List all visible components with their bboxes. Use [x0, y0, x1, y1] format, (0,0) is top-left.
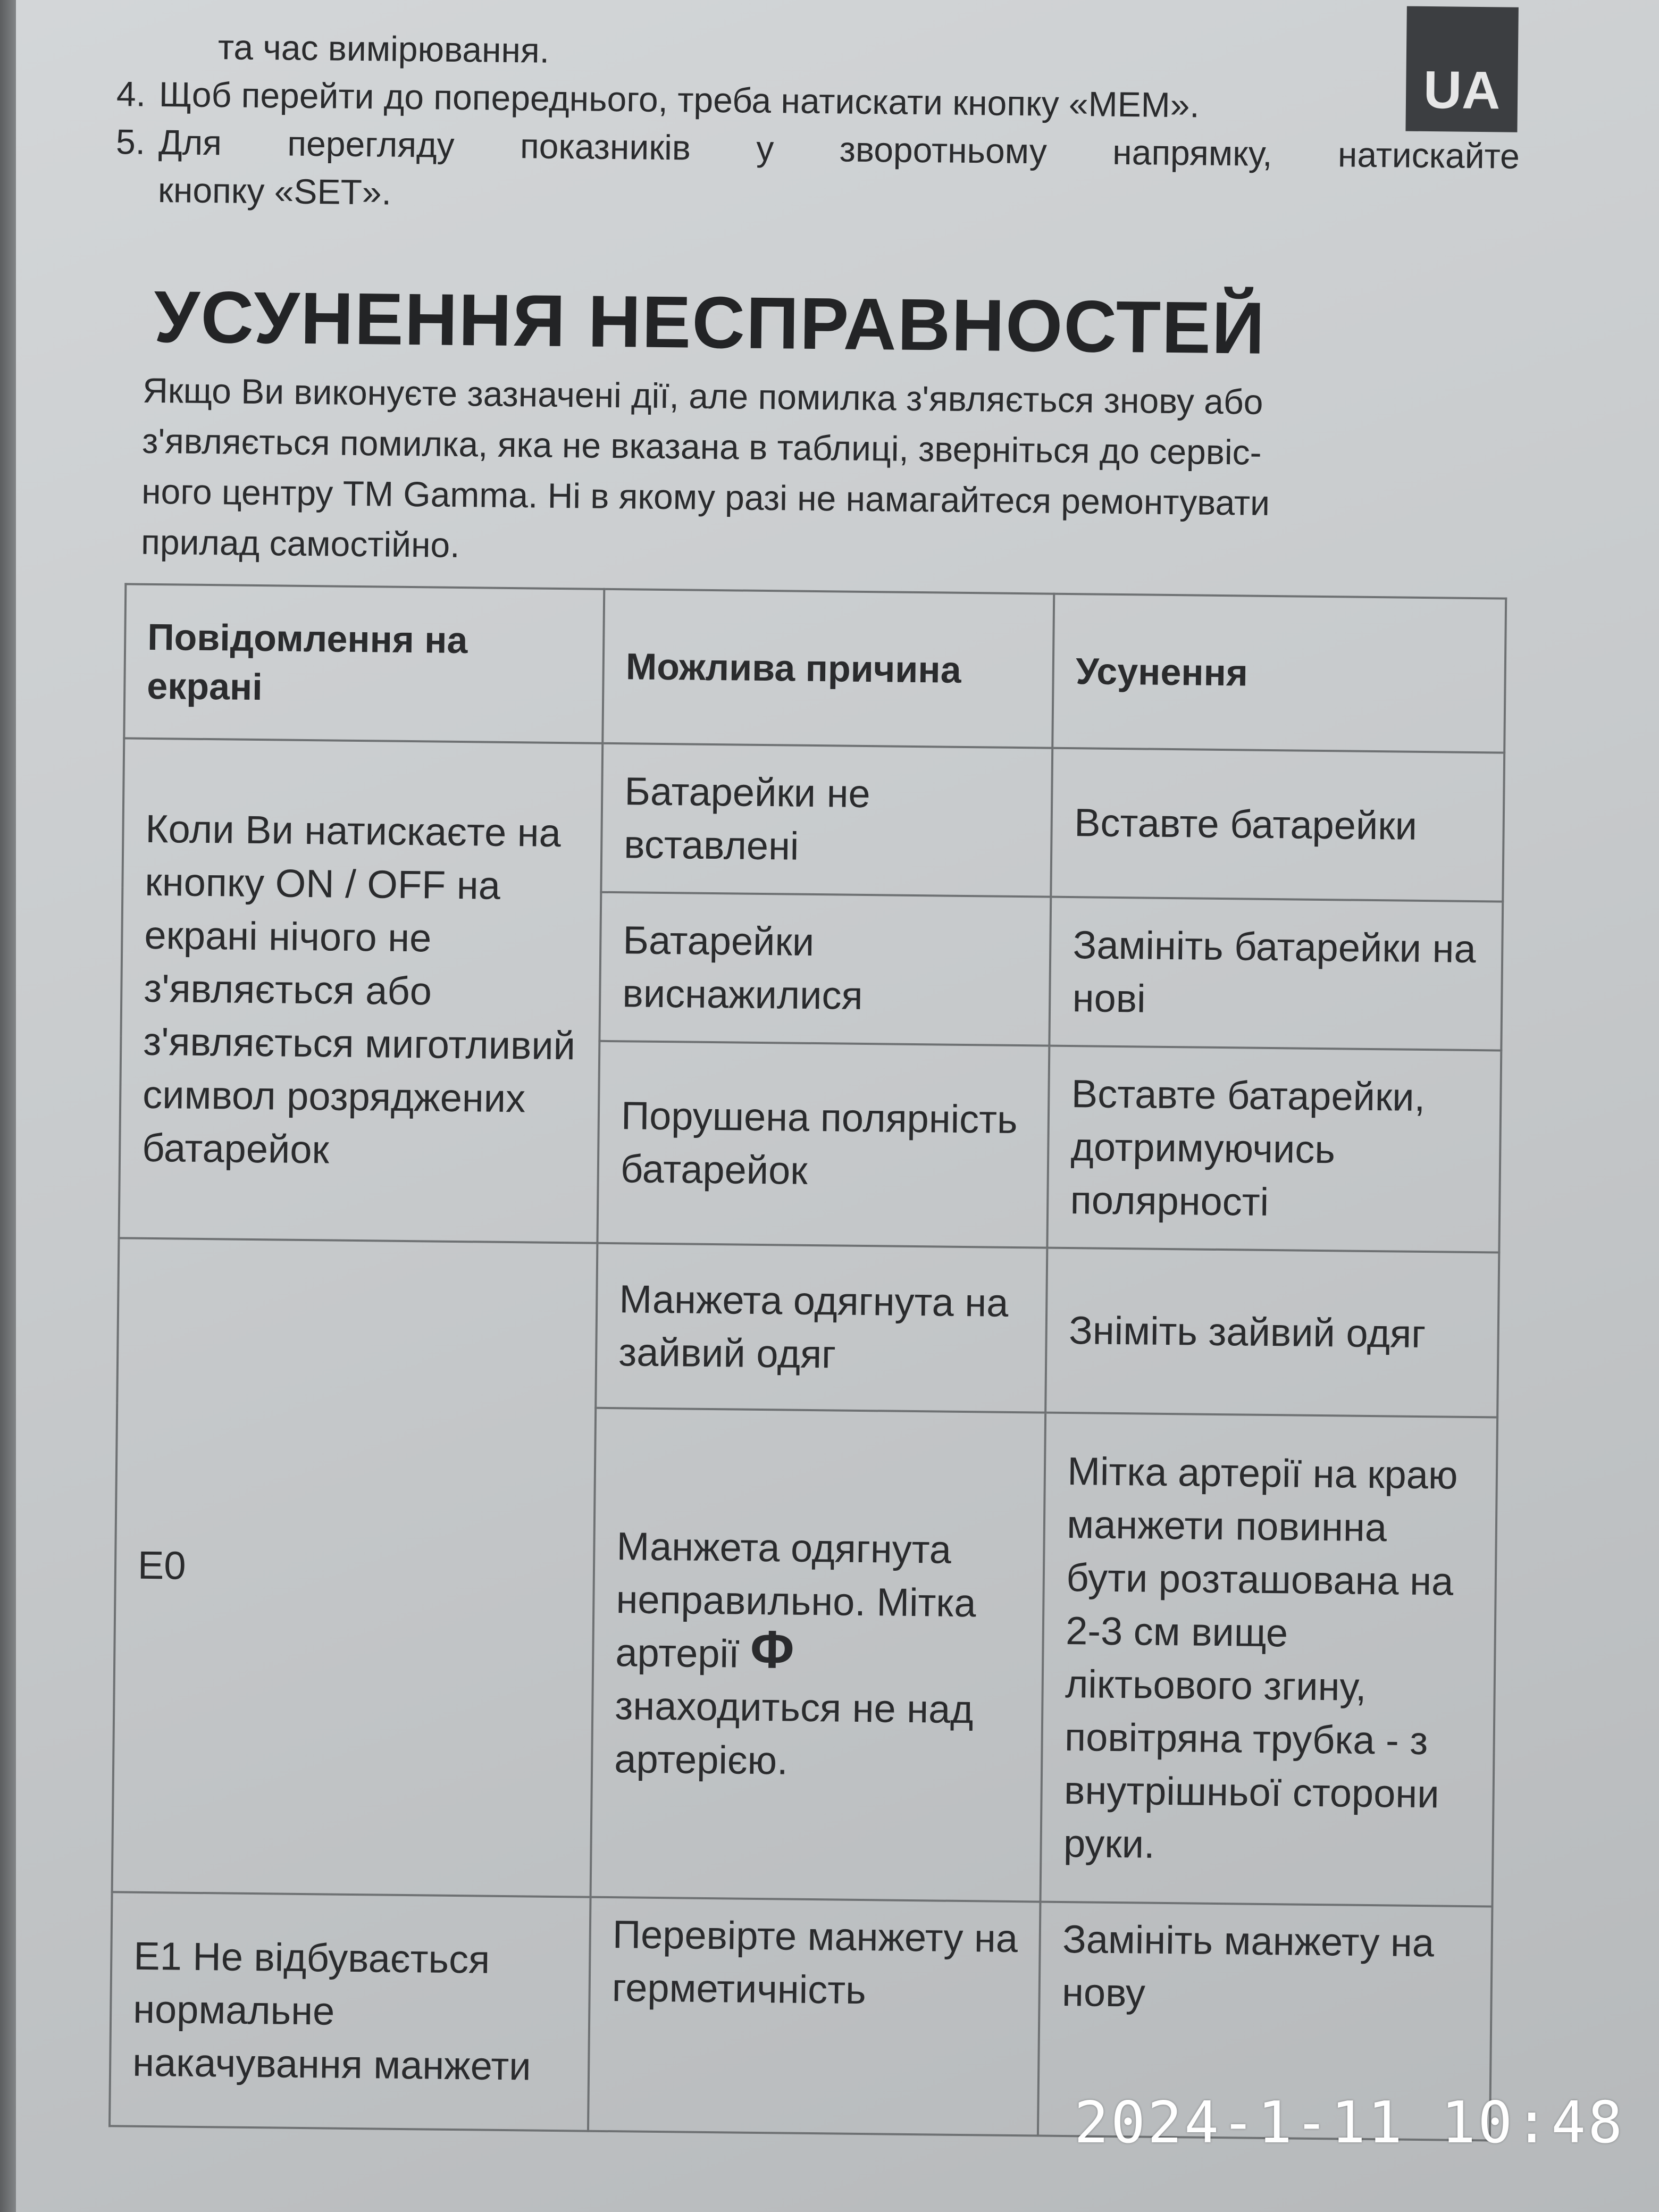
table-row	[122, 738, 1504, 901]
fix-cell: Вставте батарейки	[1051, 748, 1504, 902]
cause-text: знаходиться не над артерією.	[614, 1683, 974, 1783]
intro-line: ного центру TM Gamma. Ні в якому разі не намагайтеся ремонтувати	[141, 471, 1270, 523]
list-item-5-number: 5.	[115, 122, 146, 162]
table-row	[117, 1238, 1499, 1417]
cause-cell: Батарейки не вставлені	[601, 743, 1053, 897]
table-header-row	[124, 584, 1506, 752]
cause-cell: Батарейки виснажилися	[600, 892, 1051, 1046]
continuation-line: та час вимірювання.	[217, 27, 550, 70]
manual-page	[16, 0, 1659, 2212]
header-fix: Усунення	[1053, 594, 1506, 753]
list-item-5-word: показників	[520, 126, 691, 167]
header-message: Повідомлення на екрані	[124, 584, 604, 743]
photo-timestamp: 2024-1-11 10:48	[1074, 2090, 1625, 2156]
intro-line: прилад самостійно.	[140, 522, 460, 565]
list-item-4-number: 4.	[116, 74, 146, 114]
page-content	[4, 0, 1659, 2212]
cause-cell: Перевірте манжету на герметичність	[588, 1897, 1041, 2136]
section-heading: УСУНЕННЯ НЕСПРАВНОСТЕЙ	[153, 275, 1266, 370]
list-item-5-word: у	[756, 128, 774, 169]
message-cell: E0	[112, 1238, 598, 1897]
fix-cell: Замініть батарейки на нові	[1050, 897, 1503, 1051]
previous-section-text	[115, 22, 1521, 228]
fix-cell: Вставте батарейки, дотримуючись полярності	[1048, 1046, 1501, 1253]
intro-line: Якщо Ви виконуєте зазначені дії, але помилка з'являється знову або	[142, 370, 1263, 422]
fix-cell: Замініть манжету на нову	[1038, 1902, 1492, 2141]
cause-text: Манжета одягнута неправильно. Мітка артерії	[615, 1524, 977, 1676]
fix-cell: Зніміть зайвий одяг	[1046, 1248, 1499, 1418]
list-item-5-word: Для	[158, 122, 222, 163]
cause-cell	[591, 1408, 1046, 1902]
message-cell: Коли Ви натискаєте на кнопку ON / OFF на екрані нічого не з'являється або з'являється миготливий символ розряджених батарейок	[119, 738, 602, 1243]
list-item-5-word: напрямку,	[1112, 132, 1272, 173]
list-item-5-word: зворотньому	[839, 129, 1048, 171]
cause-cell: Манжета одягнута на зайвий одяг	[596, 1243, 1047, 1413]
artery-mark-symbol: Φ	[750, 1619, 794, 1680]
intro-paragraph	[141, 365, 1526, 582]
intro-line: з'являється помилка, яка не вказана в таблиці, зверніться до сервіс-	[141, 421, 1262, 472]
list-item-5-word: натискайте	[1337, 135, 1520, 176]
list-item-5-word: перегляду	[287, 123, 455, 165]
list-item-4-text: Щоб перейти до попереднього, треба натискати кнопку «MEM».	[158, 74, 1200, 125]
language-tab-label: UA	[1423, 60, 1501, 121]
header-cause: Можлива причина	[602, 589, 1054, 748]
cause-cell: Порушена полярність батарейок	[598, 1041, 1050, 1248]
troubleshooting-table	[108, 583, 1507, 2141]
list-item-5-end: кнопку «SET».	[157, 170, 392, 212]
message-cell: E1 Не відбувається нормальне накачування манжети	[110, 1892, 591, 2131]
fix-cell: Мітка артерії на краю манжети повинна бути розташована на 2-3 см вище ліктьового згину, повітряна трубка - з внутрішньої сторони руки.	[1041, 1413, 1497, 1907]
